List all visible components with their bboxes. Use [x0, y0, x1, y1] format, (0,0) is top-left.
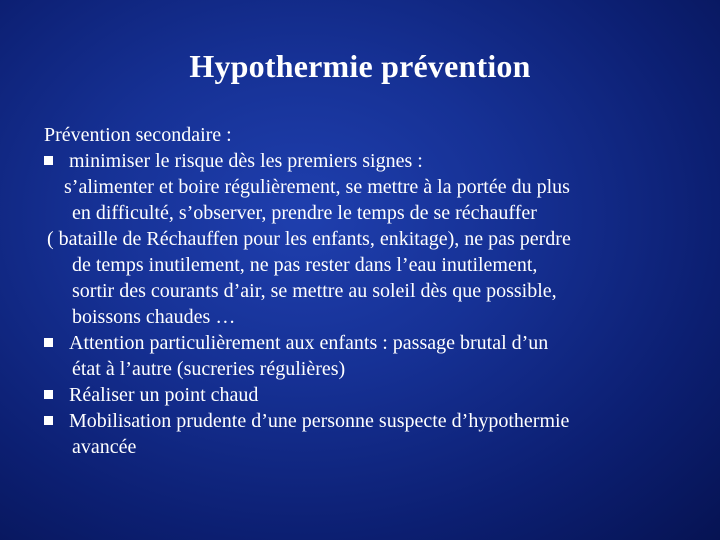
section-heading: Prévention secondaire :	[44, 124, 232, 146]
bullet-continuation: état à l’autre (sucreries régulières)	[72, 358, 346, 380]
bullet-continuation: avancée	[72, 436, 137, 458]
bullet-item	[44, 330, 694, 356]
bullet-text: Attention particulièrement aux enfants : passage brutal d’un	[69, 332, 549, 354]
bullet-item	[44, 148, 694, 174]
sub-text-line: sortir des courants d’air, se mettre au soleil dès que possible,	[72, 280, 557, 302]
bullet-text: minimiser le risque dès les premiers signes :	[69, 150, 423, 172]
slide-title: Hypothermie prévention	[189, 48, 531, 84]
bullet-item	[44, 408, 694, 434]
bullet-text: Mobilisation prudente d’une personne suspecte d’hypothermie	[69, 410, 570, 432]
square-bullet-icon	[44, 416, 53, 425]
slide-body	[44, 122, 694, 460]
sub-text-line: s’alimenter et boire régulièrement, se mettre à la portée du plus	[64, 176, 570, 198]
sub-text-line: de temps inutilement, ne pas rester dans l’eau inutilement,	[72, 254, 538, 276]
sub-text-line: en difficulté, s’observer, prendre le temps de se réchauffer	[72, 202, 537, 224]
square-bullet-icon	[44, 156, 53, 165]
square-bullet-icon	[44, 390, 53, 399]
sub-text-line: boissons chaudes …	[72, 306, 236, 328]
bullet-text: Réaliser un point chaud	[69, 384, 259, 406]
sub-text-line: ( bataille de Réchauffen pour les enfants, enkitage), ne pas perdre	[47, 228, 571, 250]
bullet-item	[44, 382, 694, 408]
square-bullet-icon	[44, 338, 53, 347]
